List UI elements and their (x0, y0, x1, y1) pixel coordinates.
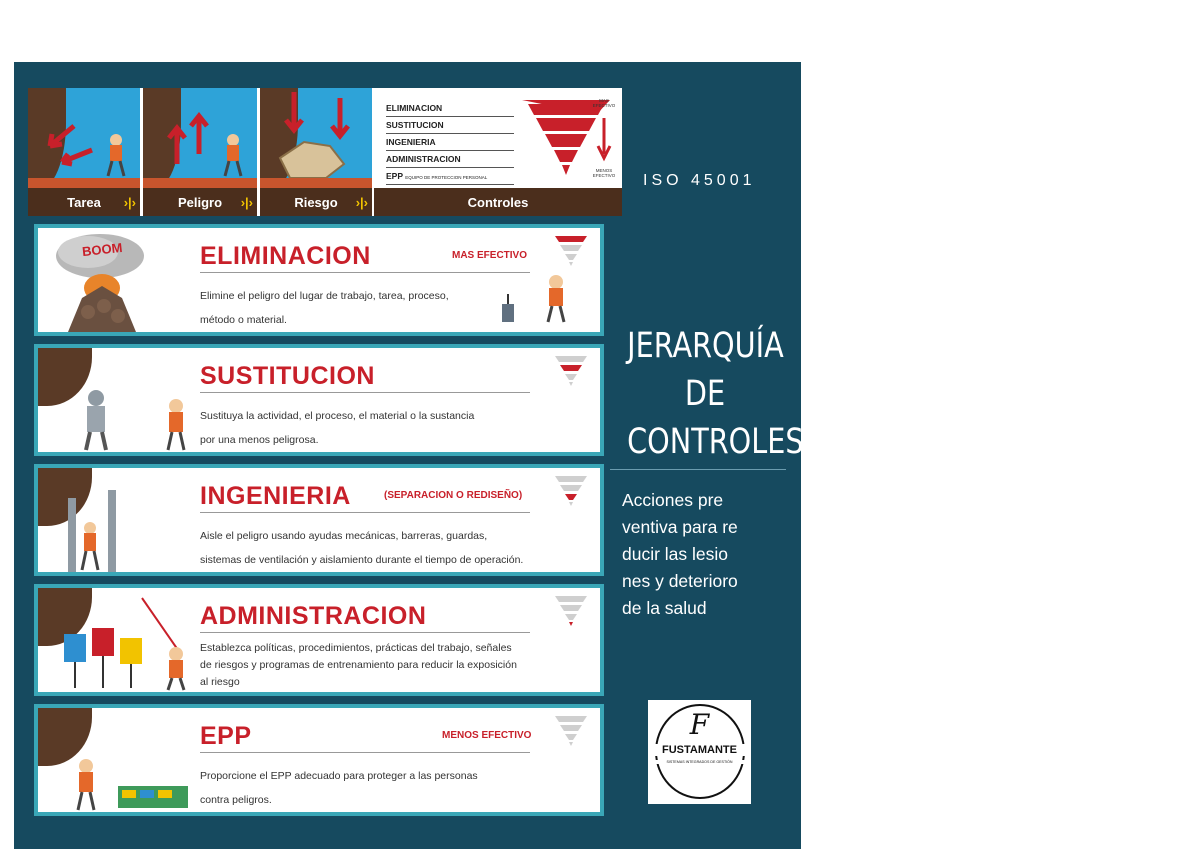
down-arrow-icon (596, 118, 612, 164)
row-epp (34, 704, 604, 816)
panel-riesgo (260, 88, 372, 216)
title-underline (200, 632, 530, 633)
controls-item: SUSTITUCION (386, 117, 514, 134)
scale-top-label: MAS EFECTIVO (592, 98, 616, 108)
worker-head-icon (227, 134, 239, 146)
row-description: Sustituya la actividad, el proceso, el material o la sustancia por una menos peligrosa. (200, 410, 475, 446)
ground-strip (143, 178, 257, 188)
title-underline (200, 392, 530, 393)
controls-item: INGENIERIA (386, 134, 514, 151)
ppe-worker-icon (38, 708, 188, 812)
scene-sustitucion (38, 348, 188, 452)
separation-tag: (SEPARACION O REDISEÑO) (384, 490, 523, 501)
pyramid-level-3-icon (554, 474, 588, 508)
controls-list (386, 100, 514, 185)
scene-epp (38, 708, 188, 812)
signs-icon (38, 588, 188, 692)
iso-standard-label: ISO 45001 (643, 172, 756, 189)
ground-strip (260, 178, 372, 188)
controls-item: EPP EQUIPO DE PROTECCION PERSONAL (386, 168, 514, 185)
row-description: Establezca políticas, procedimientos, prácticas del trabajo, señales de riesgos y programas de entrenamiento para reducir la exposición al riesgo (200, 642, 517, 688)
up-arrows-icon (143, 88, 257, 188)
pyramid-level-1-icon (554, 234, 588, 268)
title-divider (610, 469, 786, 470)
row-title: EPP (200, 722, 252, 750)
row-description: Proporcione el EPP adecuado para proteger a las personas contra peligros. (200, 770, 478, 806)
row-title: ADMINISTRACION (200, 602, 427, 630)
red-arrows-icon (28, 88, 140, 188)
row-administracion (34, 584, 604, 696)
panel-label-peligro: Peligro ›|› (143, 188, 257, 216)
title-underline (200, 752, 530, 753)
pyramid-level-2-icon (554, 354, 588, 388)
row-description: Aisle el peligro usando ayudas mecánicas, barreras, guardas, sistemas de ventilación y aislamiento durante el tiempo de operación. (200, 530, 524, 566)
worker-head-icon (110, 134, 122, 146)
logo-subtitle: SISTEMAS INTEGRADOS DE GESTIÓN (648, 760, 751, 764)
fustamante-logo (648, 700, 751, 804)
falling-rocks-icon (260, 88, 372, 188)
row-title: SUSTITUCION (200, 362, 375, 390)
robot-and-worker-icon (38, 348, 188, 452)
supports-icon (38, 468, 188, 572)
panel-label-riesgo: Riesgo ›|› (260, 188, 372, 216)
logo-initial: F (689, 708, 710, 741)
row-ingenieria (34, 464, 604, 576)
scene-eliminacion (38, 228, 188, 332)
row-title: ELIMINACION (200, 242, 371, 270)
panel-label-tarea: Tarea ›|› (28, 188, 140, 216)
row-eliminacion (34, 224, 604, 336)
effectiveness-tag: MENOS EFECTIVO (442, 730, 532, 741)
logo-brand: FUSTAMANTE (648, 744, 751, 756)
scene-administracion (38, 588, 188, 692)
ground-strip (28, 178, 140, 188)
row-description: Elimine el peligro del lugar de trabajo, tarea, proceso, método o material. (200, 290, 449, 326)
scene-ingenieria (38, 468, 188, 572)
panel-peligro (143, 88, 257, 216)
scale-bottom-label: MENOS EFECTIVO (592, 168, 616, 178)
title-underline (200, 272, 530, 273)
pyramid-level-5-icon (554, 714, 588, 748)
row-title: INGENIERIA (200, 482, 351, 510)
worker-detonator-icon (500, 266, 590, 326)
row-sustitucion (34, 344, 604, 456)
process-strip (28, 88, 622, 216)
controls-label: Controles (374, 188, 622, 216)
effectiveness-tag: MAS EFECTIVO (452, 250, 528, 261)
main-title: JERARQUÍA DE CONTROLES (627, 326, 804, 462)
panel-tarea (28, 88, 140, 216)
controls-panel (374, 88, 622, 216)
boom-label: BOOM (81, 239, 124, 260)
controls-item: ADMINISTRACION (386, 151, 514, 168)
pyramid-level-4-icon (554, 594, 588, 628)
side-description: Acciones pre ventiva para re ducir las lesio nes y deterioro de la salud (622, 490, 738, 618)
controls-item: ELIMINACION (386, 100, 514, 117)
title-underline (200, 512, 530, 513)
